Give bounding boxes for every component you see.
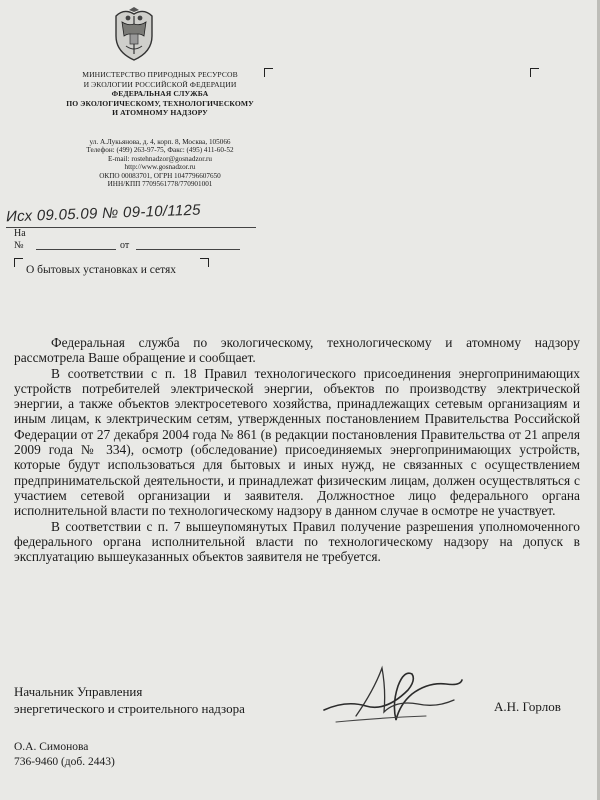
- ministry-line: МИНИСТЕРСТВО ПРИРОДНЫХ РЕСУРСОВ: [82, 70, 238, 79]
- website-line: http://www.gosnadzor.ru: [124, 163, 196, 172]
- body-paragraph: Федеральная служба по экологическому, технологическому и атомному надзору рассмотрела Ваше обращение и сообщает.: [14, 335, 580, 366]
- corner-mark: [530, 68, 539, 77]
- phone-line: Телефон: (499) 263-97-75, Факс: (495) 411-60-52: [86, 146, 234, 155]
- outgoing-underline: [6, 227, 256, 228]
- executor-phone: 736-9460 (доб. 2443): [14, 756, 115, 768]
- reference-number-line: [36, 249, 116, 250]
- signatory-title-line: энергетического и строительного надзора: [14, 700, 245, 716]
- letter-subject: О бытовых установках и сетях: [26, 264, 177, 276]
- inn-line: ИНН/КПП 7709561778/770901001: [107, 180, 213, 189]
- reference-date-line: [136, 249, 240, 250]
- no-label: №: [14, 240, 24, 251]
- handwritten-signature: [316, 660, 466, 730]
- signatory-name: А.Н. Горлов: [494, 699, 561, 714]
- letterhead-organization: [40, 70, 280, 118]
- signatory-title-line: Начальник Управления: [14, 684, 143, 699]
- service-line: И АТОМНОМУ НАДЗОРУ: [112, 108, 208, 118]
- executor-info: [14, 740, 115, 770]
- ministry-line: И ЭКОЛОГИИ РОССИЙСКОЙ ФЕДЕРАЦИИ: [83, 79, 237, 89]
- body-paragraph: В соответствии с п. 7 вышеупомянутых Правил получение разрешения уполномоченного федерального органа исполнительной власти по технологическому надзору на допуск в эксплуатацию вышеуказанных объектов заявителя не требуется.: [14, 518, 580, 565]
- letterhead-contacts: [60, 138, 260, 188]
- outgoing-number: Исх 09.05.09 № 09-10/1125: [5, 201, 202, 226]
- service-line: ПО ЭКОЛОГИЧЕСКОМУ, ТЕХНОЛОГИЧЕСКОМУ: [66, 98, 254, 108]
- address-line: ул. А.Лукьянова, д. 4, корп. 8, Москва, 105066: [89, 138, 231, 146]
- letter-body: [14, 335, 580, 564]
- coat-of-arms-emblem: [108, 6, 160, 64]
- corner-mark: [200, 258, 209, 267]
- service-line: ФЕДЕРАЛЬНАЯ СЛУЖБА: [111, 89, 209, 99]
- email-line: E-mail: rostehnadzor@gosnadzor.ru: [107, 154, 213, 163]
- executor-name: О.А. Симонова: [14, 741, 89, 753]
- na-label: На: [14, 228, 26, 239]
- corner-mark: [14, 258, 23, 267]
- signatory-title: [14, 684, 245, 717]
- corner-mark: [264, 68, 273, 77]
- ot-label: от: [120, 240, 130, 251]
- okpo-line: ОКПО 00083701, ОГРН 1047796607650: [99, 171, 221, 180]
- body-paragraph: В соответствии с п. 18 Правил технологического присоединения энергопринимающих устройств потребителей электрической энергии, объектов по производству электрической энергии, а также объектов электросетевого хозяйства, принадлежащих сетевым организациям и иным лицам, к электрическим сетям, утвержденных постановлением Правительства Российской Федерации от 27 декабря 2004 года № 861 (в редакции постановления Правительства от 21 апреля 2009 года № 334), осмотр (обследование) присоединяемых энергопринимающих устройств, которые будут использоваться для бытовых и иных нужд, не связанных с осуществлением предпринимательской деятельности, и принадлежат физическим лицам, должен осуществляться с участием сетевой организации и заявителя. Должностное лицо федерального органа исполнительной власти по технологическому надзору в данном случае в осмотре не участвует.: [14, 365, 580, 519]
